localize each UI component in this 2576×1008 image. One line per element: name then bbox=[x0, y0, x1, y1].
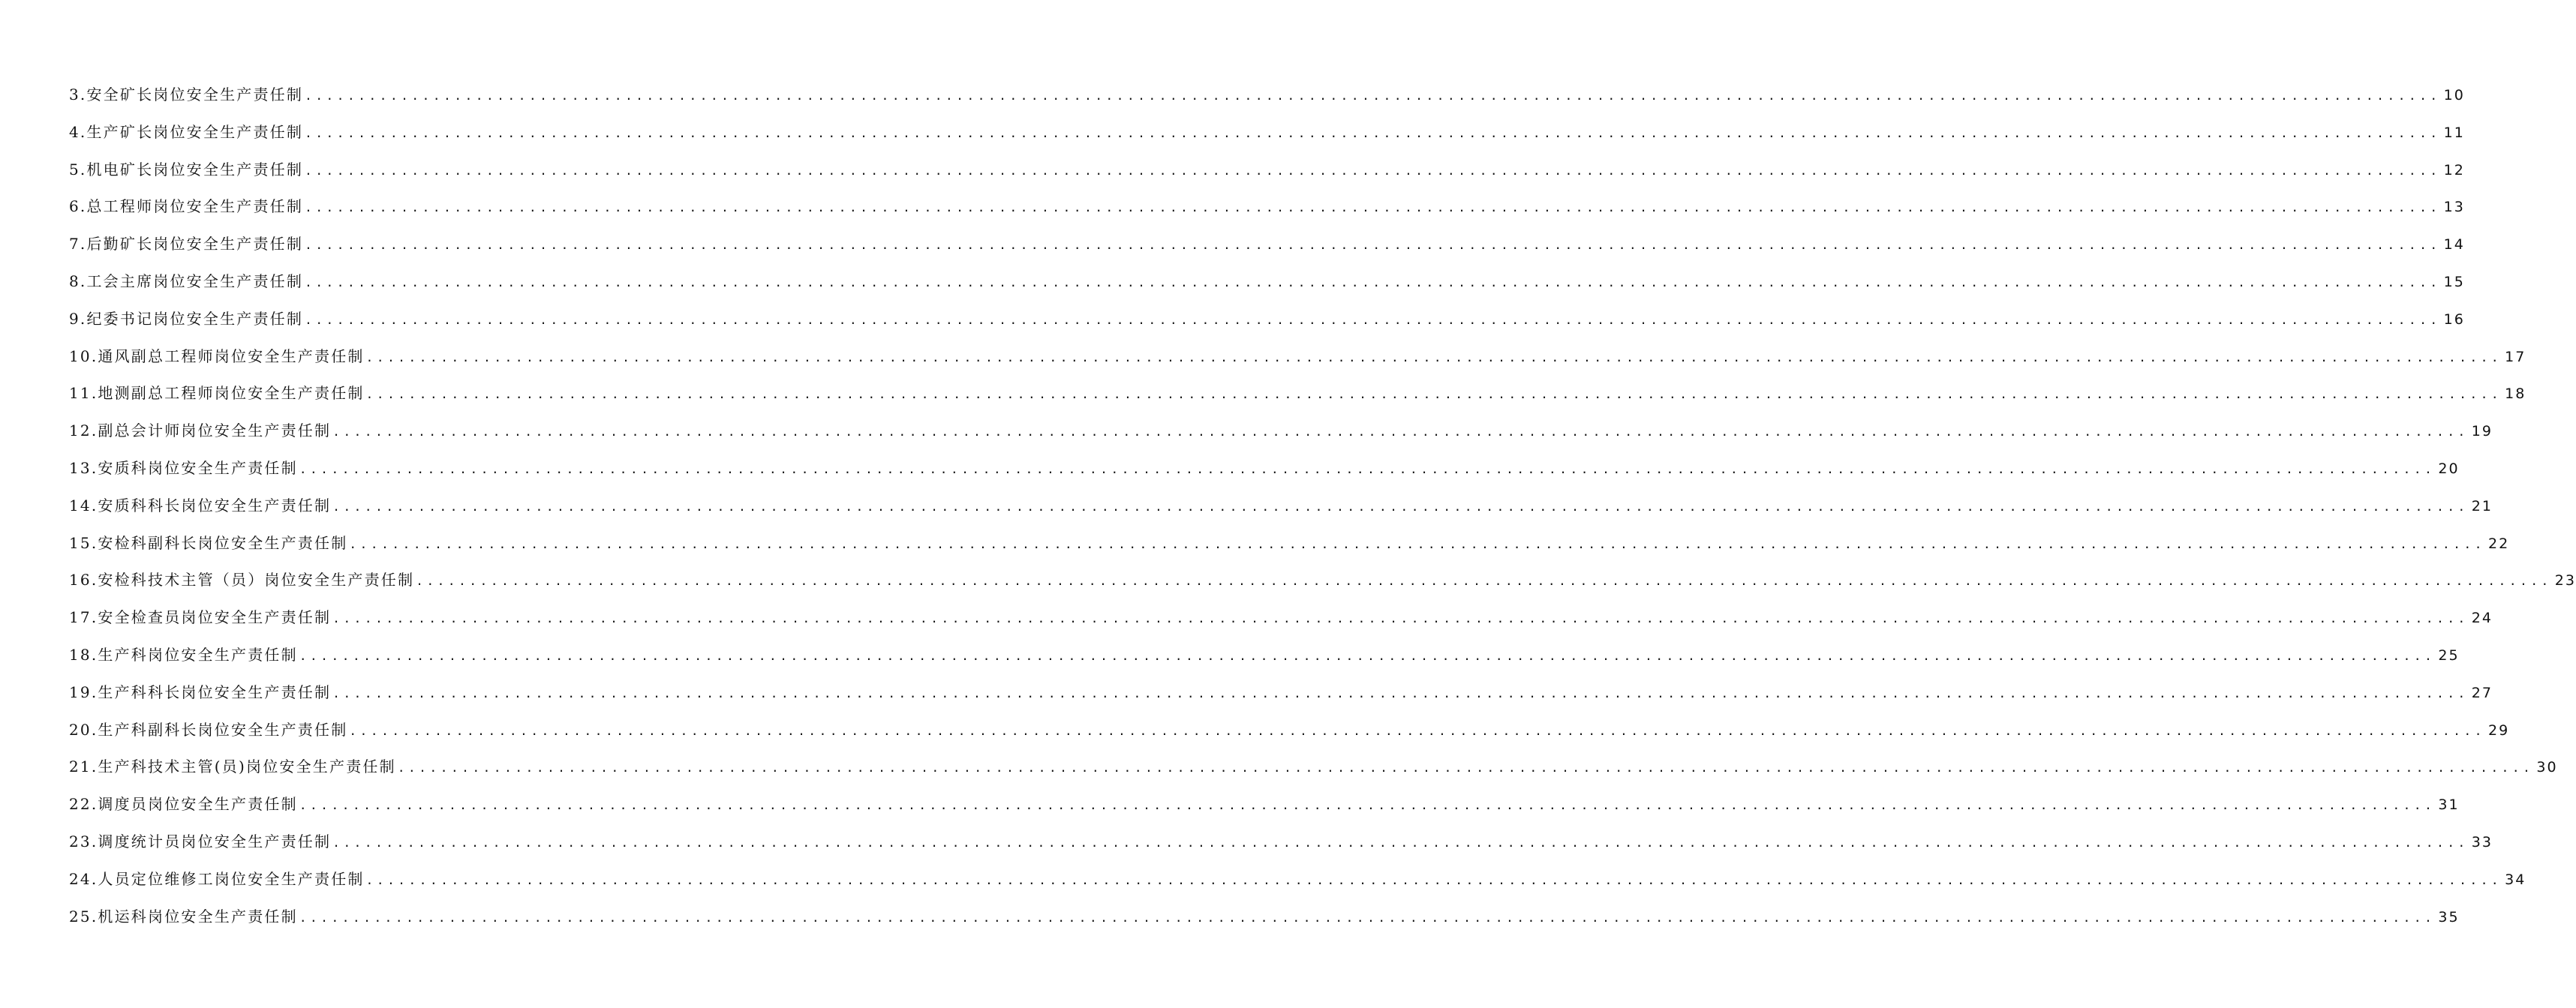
toc-entry[interactable] bbox=[69, 416, 2493, 453]
toc-entry[interactable] bbox=[69, 117, 2465, 154]
toc-entry-title: 6.总工程师岗位安全生产责任制 bbox=[69, 197, 304, 216]
table-of-contents bbox=[69, 80, 2576, 938]
toc-entry[interactable] bbox=[69, 826, 2493, 864]
toc-dot-leader: ........................................................................................................................................................................................................ bbox=[305, 125, 2441, 140]
toc-entry[interactable] bbox=[69, 864, 2526, 902]
toc-dot-leader: ........................................................................................................................................................................................................ bbox=[332, 686, 2469, 700]
toc-page-number: 24 bbox=[2471, 610, 2493, 627]
toc-dot-leader: ........................................................................................................................................................................................................ bbox=[305, 200, 2441, 215]
toc-dot-leader: ........................................................................................................................................................................................................ bbox=[332, 835, 2469, 850]
toc-dot-leader: ........................................................................................................................................................................................................ bbox=[299, 648, 2436, 663]
toc-entry-title: 18.生产科岗位安全生产责任制 bbox=[69, 645, 298, 664]
toc-entry[interactable] bbox=[69, 378, 2526, 416]
toc-dot-leader: ........................................................................................................................................................................................................ bbox=[332, 424, 2469, 440]
toc-entry[interactable] bbox=[69, 304, 2465, 341]
toc-page-number: 20 bbox=[2438, 460, 2460, 477]
toc-entry-title: 15.安检科副科长岗位安全生产责任制 bbox=[69, 533, 348, 552]
toc-page-number: 22 bbox=[2487, 535, 2510, 552]
toc-entry-title: 17.安全检查员岗位安全生产责任制 bbox=[69, 608, 332, 627]
toc-page-number: 15 bbox=[2443, 273, 2465, 290]
toc-entry-title: 7.后勤矿长岗位安全生产责任制 bbox=[69, 235, 304, 254]
toc-entry[interactable] bbox=[69, 453, 2460, 490]
toc-dot-leader: ........................................................................................................................................................................................................ bbox=[349, 536, 2485, 551]
toc-entry-title: 11.地测副总工程师岗位安全生产责任制 bbox=[69, 384, 365, 403]
toc-dot-leader: ........................................................................................................................................................................................................ bbox=[365, 350, 2502, 364]
toc-dot-leader: ........................................................................................................................................................................................................ bbox=[305, 274, 2441, 290]
toc-page-number: 27 bbox=[2471, 684, 2493, 701]
toc-entry[interactable] bbox=[69, 154, 2465, 192]
toc-dot-leader: ........................................................................................................................................................................................................ bbox=[365, 872, 2502, 887]
toc-entry-title: 23.调度统计员岗位安全生产责任制 bbox=[69, 832, 332, 850]
toc-entry[interactable] bbox=[69, 80, 2465, 117]
toc-entry-title: 19.生产科科长岗位安全生产责任制 bbox=[69, 682, 332, 701]
toc-page-number: 35 bbox=[2438, 908, 2460, 926]
toc-dot-leader: ........................................................................................................................................................................................................ bbox=[305, 163, 2441, 178]
toc-entry-title: 25.机运科岗位安全生产责任制 bbox=[69, 907, 298, 926]
toc-page-number: 13 bbox=[2443, 199, 2465, 216]
toc-page-number: 10 bbox=[2443, 87, 2465, 104]
toc-entry-title: 20.生产科副科长岗位安全生产责任制 bbox=[69, 720, 348, 739]
toc-dot-leader: ........................................................................................................................................................................................................ bbox=[305, 238, 2441, 253]
toc-entry-title: 12.副总会计师岗位安全生产责任制 bbox=[69, 422, 332, 440]
toc-dot-leader: ........................................................................................................................................................................................................ bbox=[299, 910, 2436, 925]
toc-entry-title: 8.工会主席岗位安全生产责任制 bbox=[69, 272, 304, 290]
toc-dot-leader: ........................................................................................................................................................................................................ bbox=[365, 387, 2502, 402]
toc-entry-title: 16.安检科技术主管（员）岗位安全生产责任制 bbox=[69, 571, 415, 590]
toc-dot-leader: ........................................................................................................................................................................................................ bbox=[332, 499, 2469, 514]
toc-entry-title: 24.人员定位维修工岗位安全生产责任制 bbox=[69, 869, 365, 888]
toc-page-number: 16 bbox=[2443, 310, 2465, 328]
toc-dot-leader: ........................................................................................................................................................................................................ bbox=[305, 312, 2441, 327]
toc-entry-title: 22.调度员岗位安全生产责任制 bbox=[69, 795, 298, 814]
toc-page-number: 25 bbox=[2438, 646, 2460, 664]
toc-entry[interactable] bbox=[69, 528, 2510, 566]
toc-dot-leader: ........................................................................................................................................................................................................ bbox=[305, 88, 2441, 103]
toc-dot-leader: ........................................................................................................................................................................................................ bbox=[299, 798, 2436, 813]
toc-dot-leader: ........................................................................................................................................................................................................ bbox=[332, 611, 2469, 626]
toc-page-number: 17 bbox=[2505, 348, 2526, 365]
toc-entry-title: 4.生产矿长岗位安全生产责任制 bbox=[69, 122, 304, 141]
toc-entry[interactable] bbox=[69, 229, 2465, 266]
toc-entry[interactable] bbox=[69, 640, 2460, 677]
toc-page-number: 31 bbox=[2438, 796, 2460, 814]
toc-entry-title: 21.生产科技术主管(员)岗位安全生产责任制 bbox=[69, 758, 396, 776]
toc-entry-title: 3.安全矿长岗位安全生产责任制 bbox=[69, 86, 304, 104]
toc-dot-leader: ........................................................................................................................................................................................................ bbox=[299, 461, 2436, 476]
toc-entry-title: 13.安质科岗位安全生产责任制 bbox=[69, 458, 298, 477]
toc-entry[interactable] bbox=[69, 902, 2460, 939]
toc-dot-leader: ........................................................................................................................................................................................................ bbox=[416, 574, 2552, 589]
toc-entry-title: 5.机电矿长岗位安全生产责任制 bbox=[69, 160, 304, 178]
toc-page-number: 33 bbox=[2471, 833, 2493, 850]
toc-entry[interactable] bbox=[69, 602, 2493, 640]
toc-entry-title: 9.纪委书记岗位安全生产责任制 bbox=[69, 309, 304, 328]
toc-entry[interactable] bbox=[69, 677, 2493, 715]
toc-page-number: 19 bbox=[2471, 423, 2493, 440]
toc-entry[interactable] bbox=[69, 752, 2558, 789]
toc-page-number: 29 bbox=[2487, 722, 2510, 739]
toc-entry[interactable] bbox=[69, 191, 2465, 229]
toc-entry[interactable] bbox=[69, 266, 2465, 304]
toc-entry[interactable] bbox=[69, 490, 2493, 528]
toc-page-number: 23 bbox=[2554, 572, 2576, 590]
toc-entry[interactable] bbox=[69, 715, 2510, 752]
toc-page-number: 11 bbox=[2443, 124, 2465, 141]
toc-dot-leader: ........................................................................................................................................................................................................ bbox=[397, 760, 2534, 776]
toc-entry[interactable] bbox=[69, 565, 2576, 602]
toc-page-number: 34 bbox=[2505, 871, 2526, 888]
toc-entry[interactable] bbox=[69, 341, 2526, 379]
toc-page-number: 21 bbox=[2471, 497, 2493, 514]
toc-entry-title: 10.通风副总工程师岗位安全生产责任制 bbox=[69, 346, 365, 365]
toc-page-number: 12 bbox=[2443, 161, 2465, 178]
toc-page-number: 18 bbox=[2505, 386, 2526, 403]
toc-page-number: 30 bbox=[2536, 759, 2558, 776]
toc-entry[interactable] bbox=[69, 789, 2460, 826]
toc-dot-leader: ........................................................................................................................................................................................................ bbox=[349, 723, 2485, 738]
toc-entry-title: 14.安质科科长岗位安全生产责任制 bbox=[69, 496, 332, 514]
toc-page-number: 14 bbox=[2443, 236, 2465, 254]
